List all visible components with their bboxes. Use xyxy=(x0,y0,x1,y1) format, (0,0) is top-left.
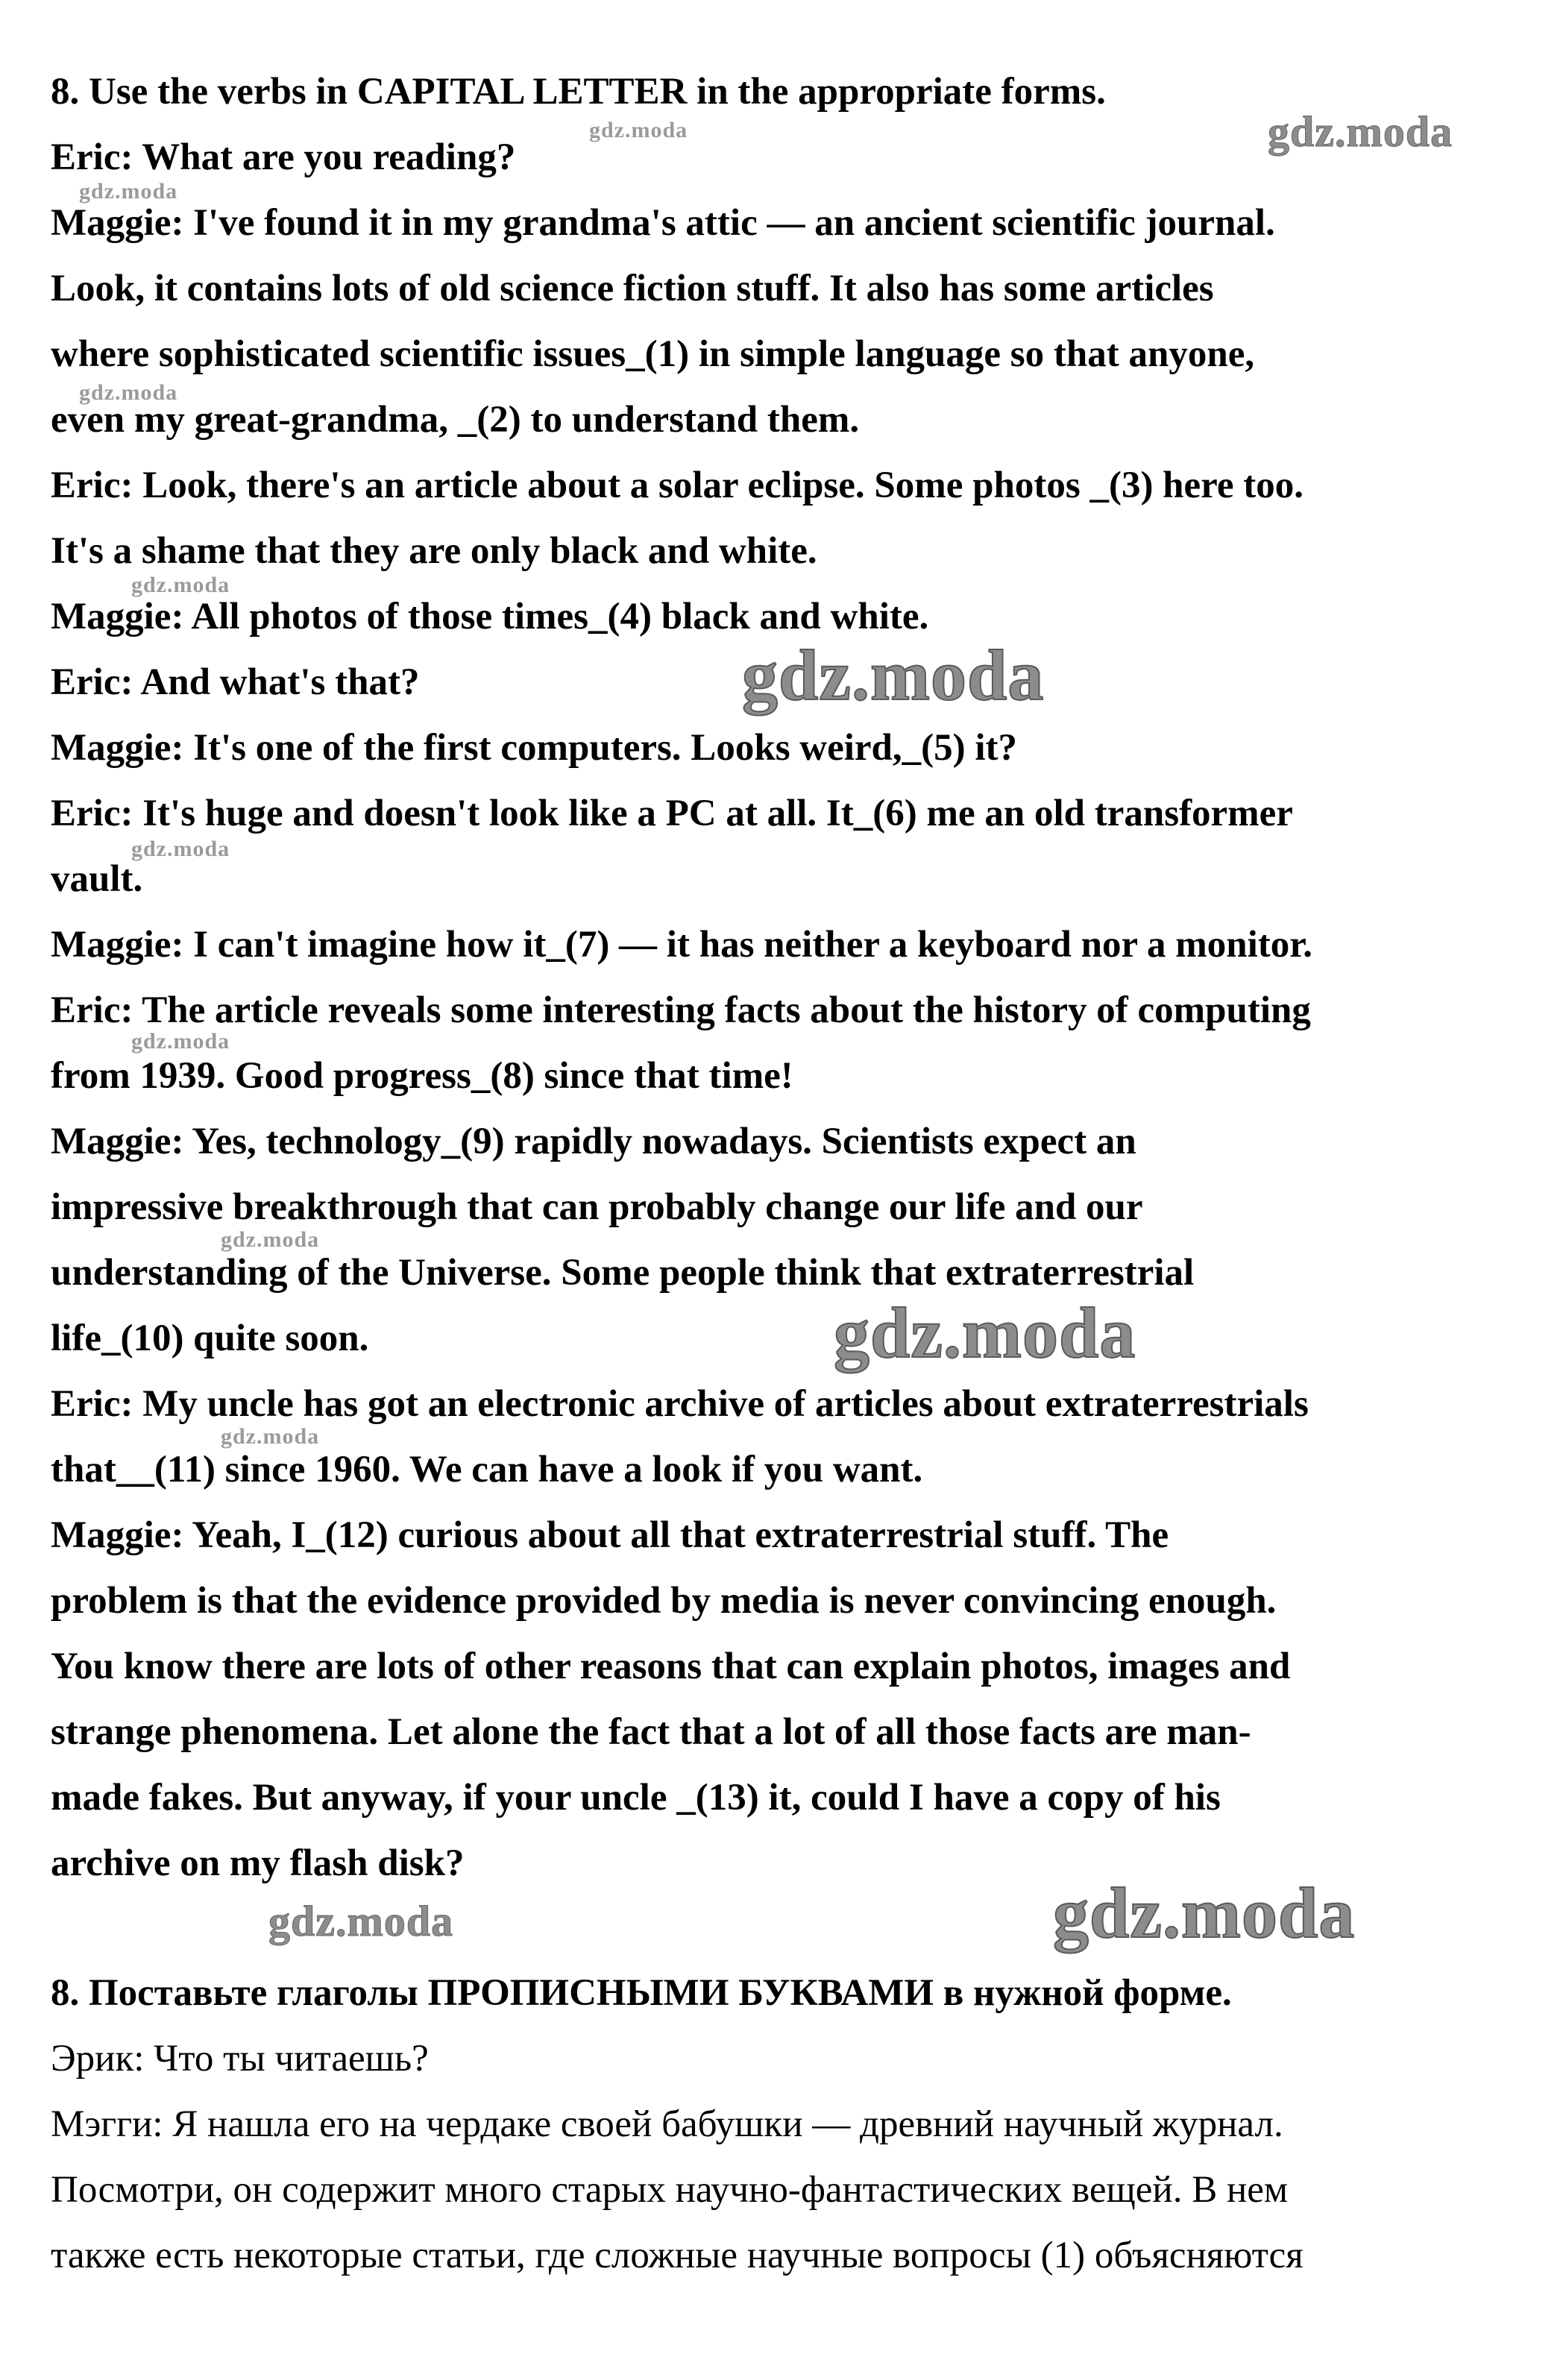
translation-line: Мэгги: Я нашла его на чердаке своей бабушки — древний научный журнал. xyxy=(51,2103,1283,2145)
watermark: gdz.moda xyxy=(589,118,688,142)
dialogue-line: that__(11) since 1960. We can have a look if you want. xyxy=(51,1449,923,1490)
watermark: gdz.moda xyxy=(834,1293,1136,1373)
dialogue-line: even my great-grandma, _(2) to understand them. xyxy=(51,399,860,441)
dialogue-line: Eric: The article reveals some interesting facts about the history of computing xyxy=(51,989,1311,1031)
dialogue-line: archive on my flash disk? xyxy=(51,1842,465,1884)
dialogue-line: Maggie: It's one of the first computers. Looks weird,_(5) it? xyxy=(51,727,1018,769)
watermark: gdz.moda xyxy=(79,179,178,204)
dialogue-line: Maggie: Yes, technology_(9) rapidly nowadays. Scientists expect an xyxy=(51,1121,1136,1162)
watermark: gdz.moda xyxy=(268,1897,454,1945)
dialogue-line: Look, it contains lots of old science fiction stuff. It also has some articles xyxy=(51,268,1214,309)
dialogue-line: It's a shame that they are only black and white. xyxy=(51,530,817,572)
dialogue-line: made fakes. But anyway, if your uncle _(13) it, could I have a copy of his xyxy=(51,1777,1221,1819)
translation-line: Посмотри, он содержит много старых научно-фантастических вещей. В нем xyxy=(51,2169,1289,2211)
watermark: gdz.moda xyxy=(131,573,230,597)
exercise-heading: 8. Use the verbs in CAPITAL LETTER in the appropriate forms. xyxy=(51,71,1106,113)
dialogue-line: Maggie: All photos of those times_(4) black and white. xyxy=(51,596,929,638)
translation-line: также есть некоторые статьи, где сложные научные вопросы (1) объясняются xyxy=(51,2235,1303,2276)
watermark: gdz.moda xyxy=(1053,1873,1356,1953)
dialogue-line: problem is that the evidence provided by media is never convincing enough. xyxy=(51,1580,1277,1622)
dialogue-line: Maggie: I've found it in my grandma's attic — an ancient scientific journal. xyxy=(51,202,1275,244)
dialogue-line: Eric: My uncle has got an electronic archive of articles about extraterrestrials xyxy=(51,1383,1309,1425)
watermark: gdz.moda xyxy=(221,1227,320,1252)
dialogue-line: life_(10) quite soon. xyxy=(51,1318,369,1359)
dialogue-line: Eric: Look, there's an article about a solar eclipse. Some photos _(3) here too. xyxy=(51,465,1304,506)
dialogue-line: understanding of the Universe. Some people think that extraterrestrial xyxy=(51,1252,1195,1294)
dialogue-line: Maggie: I can't imagine how it_(7) — it has neither a keyboard nor a monitor. xyxy=(51,924,1312,966)
watermark: gdz.moda xyxy=(131,1029,230,1054)
dialogue-line: Maggie: Yeah, I_(12) curious about all that extraterrestrial stuff. The xyxy=(51,1514,1169,1556)
dialogue-line: You know there are lots of other reasons that can explain photos, images and xyxy=(51,1646,1291,1687)
dialogue-line: vault. xyxy=(51,858,143,900)
translation-heading: 8. Поставьте глаголы ПРОПИСНЫМИ БУКВАМИ в нужной форме. xyxy=(51,1972,1232,2014)
watermark: gdz.moda xyxy=(221,1424,320,1449)
watermark: gdz.moda xyxy=(79,380,178,405)
watermark: gdz.moda xyxy=(1268,107,1453,156)
dialogue-line: Eric: It's huge and doesn't look like a PC at all. It_(6) me an old transformer xyxy=(51,793,1293,834)
dialogue-line: where sophisticated scientific issues_(1) in simple language so that anyone, xyxy=(51,333,1255,375)
watermark: gdz.moda xyxy=(131,837,230,861)
watermark: gdz.moda xyxy=(742,635,1045,715)
translation-line: Эрик: Что ты читаешь? xyxy=(51,2038,429,2080)
dialogue-line: from 1939. Good progress_(8) since that time! xyxy=(51,1055,793,1097)
dialogue-line: impressive breakthrough that can probably change our life and our xyxy=(51,1186,1143,1228)
dialogue-line: strange phenomena. Let alone the fact that a lot of all those facts are man- xyxy=(51,1711,1251,1753)
dialogue-line: Eric: What are you reading? xyxy=(51,136,516,178)
dialogue-line: Eric: And what's that? xyxy=(51,661,420,703)
